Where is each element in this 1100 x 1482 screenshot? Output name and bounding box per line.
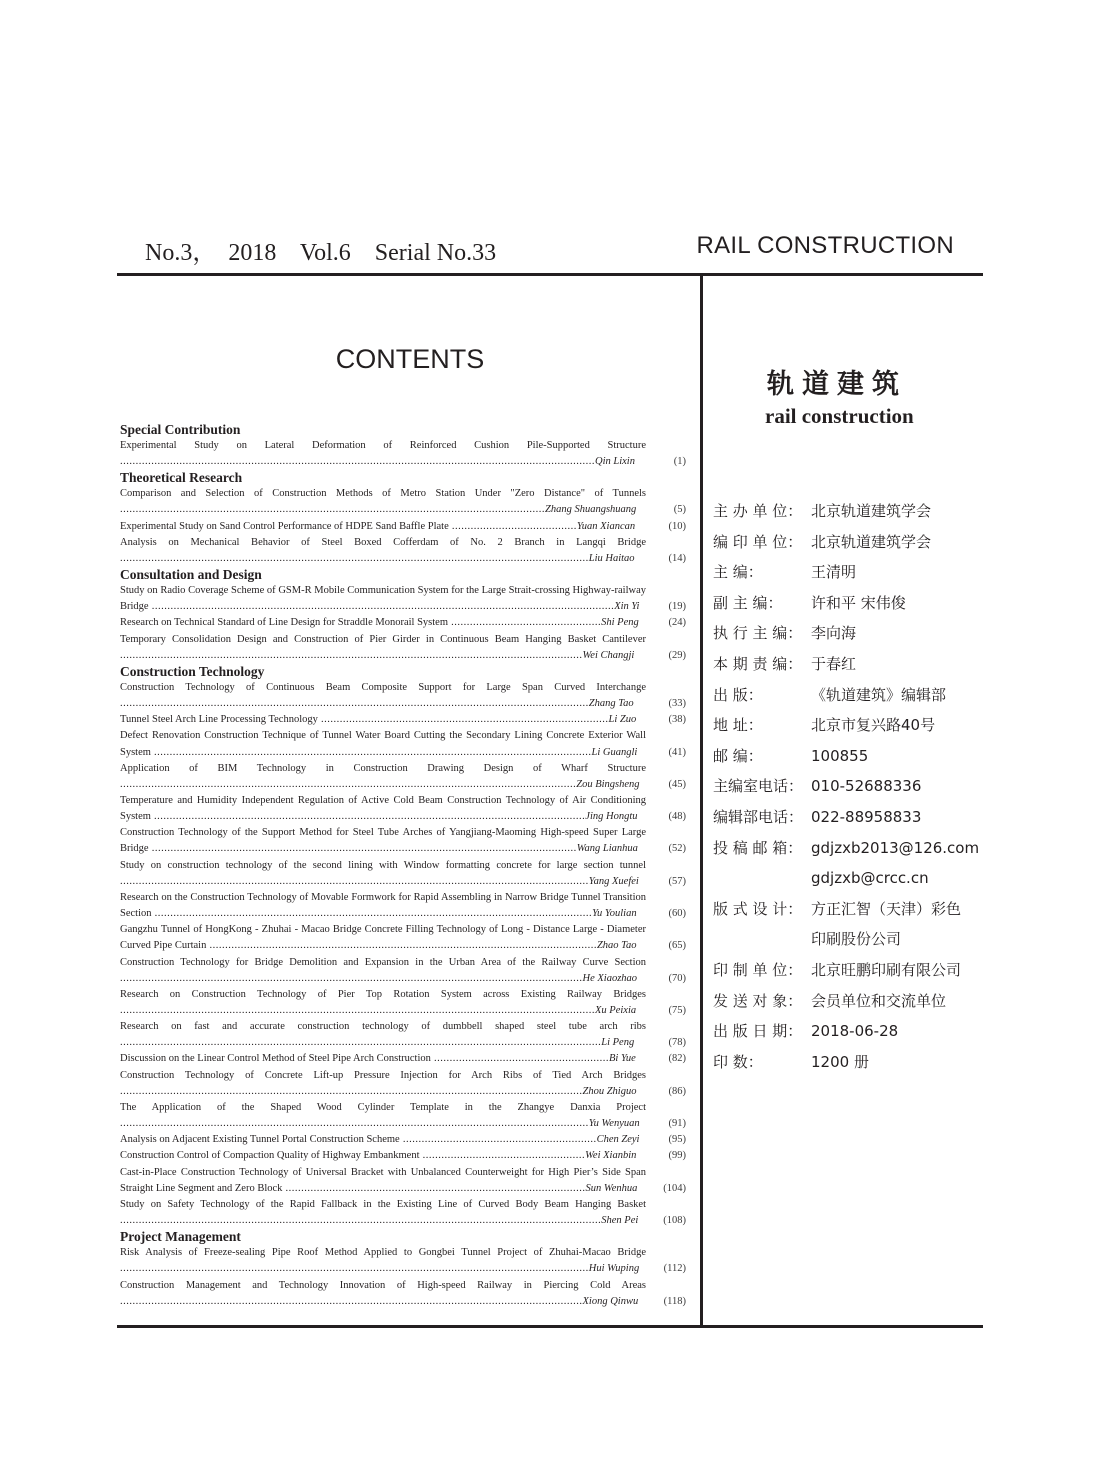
entry-page: (86) [668, 1085, 686, 1097]
toc-entry [120, 825, 686, 857]
entry-author: Wei Xianbin [585, 1150, 637, 1162]
entry-title: Construction Technology of the Support Method for Steel Tube Arches of Yangjiang-Maoming High-speed Super Large Bridge [120, 827, 646, 855]
leader-dots: .................................................................................................................................................... [120, 649, 583, 661]
entry-page: (99) [668, 1150, 686, 1162]
leader-dots: ...................................................................................................................................................... [120, 552, 589, 564]
masthead-row [713, 771, 979, 802]
leader-dots: ................................................................................................ [282, 1182, 586, 1194]
toc-entry [120, 438, 686, 470]
entry-title: Research on Technical Standard of Line Design for Straddle Monorail System [120, 617, 448, 629]
masthead-row [713, 833, 979, 864]
entry-page: (104) [663, 1182, 686, 1194]
leader-dots: .................................................................................................................................................... [120, 1295, 583, 1307]
section-title: Special Contribution [120, 422, 241, 437]
entry-author: Hui Wuping [588, 1263, 640, 1275]
masthead-row [713, 1016, 979, 1047]
toc-entry [120, 955, 686, 987]
masthead-label: 编 印 单 位： [713, 532, 803, 551]
entry-author: Li Guangli [591, 746, 638, 758]
entry-title: Analysis on Adjacent Existing Tunnel Portal Construction Scheme [120, 1134, 400, 1146]
masthead-value: 1200 册 [811, 1052, 869, 1071]
leader-dots: ...................................................................................................................................................... [120, 1118, 589, 1130]
masthead-value: 李向海 [811, 624, 857, 643]
entry-page: (78) [668, 1037, 686, 1049]
entry-page: (57) [668, 875, 686, 887]
table-of-contents [120, 422, 690, 1310]
masthead-value: 北京市复兴路40号 [811, 716, 936, 735]
entry-page: (5) [673, 504, 686, 516]
entry-author: Yang Xuefei [588, 875, 639, 887]
toc-entry [120, 712, 686, 728]
entry-page: (1) [673, 456, 686, 468]
journal-name-cn: 轨道建筑 [767, 369, 907, 400]
entry-author: Zhang Shuangshuang [545, 504, 637, 516]
masthead-row [713, 741, 979, 772]
entry-title: Cast-in-Place Construction Technology of Universal Bracket with Unbalanced Counterweight for High Pier’s Side Span Straight Line Segment and Zero Block [120, 1166, 646, 1194]
toc-entry [120, 583, 686, 615]
toc-entry [120, 1068, 686, 1100]
entry-page: (82) [668, 1053, 686, 1065]
entry-author: Zhao Tao [596, 940, 637, 952]
masthead-value: 100855 [811, 746, 869, 765]
masthead-value: 于春红 [811, 654, 857, 673]
toc-entry [120, 1100, 686, 1132]
entry-page: (19) [668, 601, 686, 613]
entry-author: Bi Yue [609, 1053, 636, 1065]
contents-heading: CONTENTS [335, 344, 485, 374]
leader-dots: ........................................................................................................................................................ [120, 456, 595, 468]
toc-entry [120, 1132, 686, 1148]
toc-entry [120, 793, 686, 825]
masthead-label: 编辑部电话： [713, 807, 804, 826]
toc-entry [120, 1165, 686, 1197]
masthead-row [713, 649, 979, 680]
journal-name-sub: rail construction [765, 404, 914, 428]
masthead-row [713, 924, 979, 955]
toc-entry [120, 632, 686, 664]
entry-title: The Application of the Shaped Wood Cylinder Template in the Zhangye Danxia Project [120, 1101, 646, 1113]
masthead-value: 北京旺鹏印刷有限公司 [811, 960, 962, 979]
masthead-label: 版 式 设 计： [713, 899, 803, 918]
entry-title: Defect Renovation Construction Technique of Tunnel Water Board Cutting the Secondary Lining Concrete Exterior Wall System [120, 730, 646, 758]
entry-page: (65) [668, 940, 686, 952]
masthead-value: 022-88958833 [811, 807, 922, 826]
bottom-rule [117, 1325, 983, 1328]
entry-author: Yuan Xiancan [576, 520, 636, 532]
masthead-value: gdjzxb@crcc.cn [811, 869, 929, 888]
masthead-value: 2018-06-28 [811, 1022, 899, 1041]
masthead-label: 主 编： [713, 563, 763, 582]
entry-author: Yu Wenyuan [588, 1118, 640, 1130]
entry-title: Construction Technology for Bridge Demolition and Expansion in the Urban Area of the Railway Curve Section [120, 956, 646, 968]
entry-title: Gangzhu Tunnel of HongKong - Zhuhai - Macao Bridge Concrete Filling Technology of Long - Distance Large - Diameter Curved Pipe Curtain [120, 924, 646, 952]
entry-author: Li Peng [601, 1037, 635, 1049]
leader-dots: .................................................................................................................................................... [148, 601, 615, 613]
entry-author: Xiong Qinwu [582, 1295, 639, 1307]
entry-page: (108) [663, 1215, 686, 1227]
entry-title: Construction Technology of Continuous Beam Composite Support for Large Span Curved Interchange [120, 681, 646, 693]
masthead-value: 北京轨道建筑学会 [811, 502, 932, 520]
entry-page: (60) [668, 908, 686, 920]
masthead-label: 投 稿 邮 箱： [713, 838, 803, 857]
masthead-row [713, 710, 979, 741]
entry-page: (52) [668, 843, 686, 855]
toc-entry [120, 680, 686, 712]
entry-page: (10) [668, 520, 686, 532]
entry-author: Sun Wenhua [585, 1182, 638, 1194]
leader-dots: ...................................................................................................................................................... [120, 1263, 589, 1275]
masthead-row [713, 802, 979, 833]
entry-page: (41) [668, 746, 686, 758]
masthead-row [713, 588, 979, 619]
masthead-value: 会员单位和交流单位 [811, 991, 947, 1010]
toc-entry [120, 1148, 686, 1164]
leader-dots: .............................................................. [399, 1134, 597, 1146]
entry-author: Yu Youlian [592, 908, 637, 920]
masthead-label: 主 办 单 位： [713, 502, 803, 520]
entry-title: Construction Management and Technology Innovation of High-speed Railway in Piercing Cold Areas [120, 1279, 646, 1291]
masthead-row [713, 496, 979, 527]
entry-page: (91) [668, 1118, 686, 1130]
toc-entry [120, 728, 686, 760]
toc-entry [120, 519, 686, 535]
masthead-label: 出 版： [713, 685, 763, 704]
leader-dots: ........................................................ [430, 1053, 610, 1065]
leader-dots: ........................................................................................................................................ [120, 504, 545, 516]
leader-dots: ...................................................................................................................................................... [120, 698, 589, 710]
toc-entry [120, 761, 686, 793]
masthead-label: 邮 编： [713, 746, 763, 765]
entry-author: Xu Peixia [595, 1005, 637, 1016]
entry-title: Risk Analysis of Freeze-sealing Pipe Roof Method Applied to Gongbei Tunnel Project of Zhuhai-Macao Bridge [120, 1247, 646, 1259]
entry-title: Temporary Consolidation Design and Construction of Pier Girder in Continuous Beam Hanging Basket Cantilever [120, 633, 646, 645]
toc-entry [120, 535, 686, 567]
entry-title: Research on the Construction Technology of Movable Formwork for Rapid Assembling in Narrow Bridge Tunnel Transition Section [120, 891, 646, 920]
leader-dots: .......................................................................................................................................................... [120, 1037, 602, 1049]
leader-dots: .................................................... [419, 1150, 586, 1162]
section-title: Consultation and Design [120, 567, 262, 583]
entry-author: Liu Haitao [588, 552, 635, 564]
entry-title: Construction Technology of Concrete Lift-up Pressure Injection for Arch Ribs of Tied Arch Bridges [120, 1069, 646, 1081]
toc-entry [120, 1019, 686, 1051]
entry-author: Qin Lixin [595, 456, 635, 468]
entry-title: Experimental Study on Sand Control Performance of HDPE Sand Baffle Plate [120, 520, 449, 532]
entry-author: Wang Lianhua [576, 843, 638, 855]
leader-dots: .................................................................................................................................................... [120, 1085, 583, 1097]
leader-dots: .................................................................................................................................................... [120, 972, 583, 984]
entry-title: Comparison and Selection of Construction Methods of Metro Station Under "Zero Distance" of Tunnels [120, 488, 646, 500]
masthead-value: 王清明 [811, 563, 857, 582]
toc-entry [120, 890, 686, 922]
entry-author: Zhou Zhiguo [582, 1085, 637, 1097]
leader-dots: .................................................................................................................................................. [120, 778, 577, 790]
entry-page: (70) [668, 972, 686, 984]
masthead-value: 印刷股份公司 [811, 930, 902, 949]
masthead-row [713, 955, 979, 986]
leader-dots: ............................................................................................................................................ [150, 746, 592, 758]
column-divider [700, 276, 703, 1328]
leader-dots: ...................................................................................................................................................... [120, 875, 589, 887]
masthead-label: 印 制 单 位： [713, 960, 803, 979]
entry-title: Construction Control of Compaction Quality of Highway Embankment [120, 1150, 420, 1162]
leader-dots: ............................................................................................................................................ [151, 908, 593, 920]
entry-title: Discussion on the Linear Control Method of Steel Pipe Arch Construction [120, 1053, 431, 1065]
entry-author: Shen Pei [601, 1215, 639, 1227]
issue-line: No.3， 2018 Vol.6 Serial No.33 [145, 240, 497, 266]
entry-title: Study on Safety Technology of the Rapid Fallback in the Existing Line of Curved Body Beam Hanging Basket [120, 1198, 646, 1210]
entry-page: (112) [663, 1263, 686, 1275]
entry-page: (29) [668, 649, 686, 661]
leader-dots: ............................................................................................ [317, 714, 609, 726]
masthead-value: 《轨道建筑》编辑部 [811, 685, 947, 704]
masthead-value: 许和平 宋伟俊 [811, 593, 906, 612]
masthead-row [713, 527, 979, 558]
entry-author: Xin Yi [614, 601, 640, 613]
masthead-value: 方正汇智（天津）彩色 [811, 899, 962, 918]
entry-page: (75) [668, 1005, 686, 1016]
leader-dots: ................................................ [448, 617, 602, 629]
entry-page: (48) [668, 811, 686, 823]
masthead-row [713, 863, 979, 894]
toc-entry [120, 1197, 686, 1229]
toc-entry [120, 615, 686, 631]
leader-dots: ............................................................................................................................ [206, 940, 597, 952]
masthead-row [713, 986, 979, 1017]
masthead-label: 主编室电话： [713, 777, 804, 796]
masthead-row [713, 680, 979, 711]
entry-author: Li Zuo [608, 714, 637, 726]
entry-title: Study on Radio Coverage Scheme of GSM-R Mobile Communication System for the Large Strait-crossing Highway-railway Bridge [120, 585, 646, 613]
leader-dots: ........................................................................................................................................ [148, 843, 577, 855]
masthead-row [713, 1047, 979, 1078]
journal-name-en: RAIL CONSTRUCTION [696, 232, 954, 259]
entry-author: Shi Peng [601, 617, 639, 629]
toc-entry [120, 486, 686, 518]
masthead-row [713, 618, 979, 649]
toc-entry [120, 1245, 686, 1277]
entry-title: Tunnel Steel Arch Line Processing Technology [120, 714, 318, 726]
leader-dots: .......................................................................................................................................................... [120, 1215, 602, 1227]
masthead [713, 496, 979, 1077]
top-rule [117, 273, 983, 276]
entry-title: Experimental Study on Lateral Deformation of Reinforced Cushion Pile-Supported Structure [120, 440, 646, 451]
masthead-label: 地 址： [713, 716, 763, 735]
entry-author: Zhang Tao [588, 698, 634, 710]
toc-entry [120, 922, 686, 954]
entry-author: Zou Bingsheng [576, 778, 640, 790]
masthead-label: 执 行 主 编： [713, 624, 803, 643]
entry-title: Temperature and Humidity Independent Regulation of Active Cold Beam Construction Technology of Air Conditioning System [120, 794, 646, 823]
entry-author: Chen Zeyi [596, 1134, 640, 1146]
masthead-value: 010-52688336 [811, 777, 922, 796]
leader-dots: .......................................................................................................................................... [150, 811, 586, 823]
entry-page: (38) [668, 714, 686, 726]
entry-title: Research on Construction Technology of Pier Top Rotation System across Existing Railway Bridges [120, 988, 646, 1000]
leader-dots: ........................................ [448, 520, 577, 532]
entry-page: (118) [663, 1295, 686, 1307]
masthead-row [713, 557, 979, 588]
entry-author: Wei Changji [582, 649, 635, 661]
entry-page: (33) [668, 698, 686, 710]
entry-page: (14) [668, 552, 686, 564]
toc-entry [120, 1051, 686, 1067]
masthead-value: 北京轨道建筑学会 [811, 532, 932, 551]
masthead-label: 副 主 编： [713, 593, 783, 612]
section-title: Construction Technology [120, 663, 265, 679]
section-title: Project Management [120, 1229, 241, 1245]
toc-entry [120, 858, 686, 890]
masthead-label: 本 期 责 编： [713, 654, 803, 673]
entry-page: (45) [668, 778, 686, 790]
masthead-label: 发 送 对 象： [713, 991, 803, 1010]
masthead-value: gdjzxb2013@126.com [811, 838, 980, 857]
masthead-row [713, 894, 979, 925]
entry-page: (95) [668, 1134, 686, 1146]
toc-entry [120, 1278, 686, 1310]
entry-title: Research on fast and accurate construction technology of dumbbell shaped steel tube arch ribs [120, 1021, 646, 1033]
entry-title: Analysis on Mechanical Behavior of Steel Boxed Cofferdam of No. 2 Branch in Langqi Bridge [120, 536, 646, 548]
entry-author: He Xiaozhao [582, 972, 638, 984]
masthead-label: 印 数： [713, 1052, 763, 1071]
entry-title: Study on construction technology of the second lining with Window formatting concrete for large section tunnel [120, 859, 646, 871]
section-title: Theoretical Research [120, 470, 243, 486]
entry-title: Application of BIM Technology in Construction Drawing Design of Wharf Structure [120, 762, 646, 774]
entry-author: Jing Hongtu [585, 811, 638, 823]
masthead-label: 出 版 日 期： [713, 1022, 803, 1041]
leader-dots: ........................................................................................................................................................ [120, 1005, 595, 1016]
entry-page: (24) [668, 617, 686, 629]
toc-entry [120, 987, 686, 1019]
